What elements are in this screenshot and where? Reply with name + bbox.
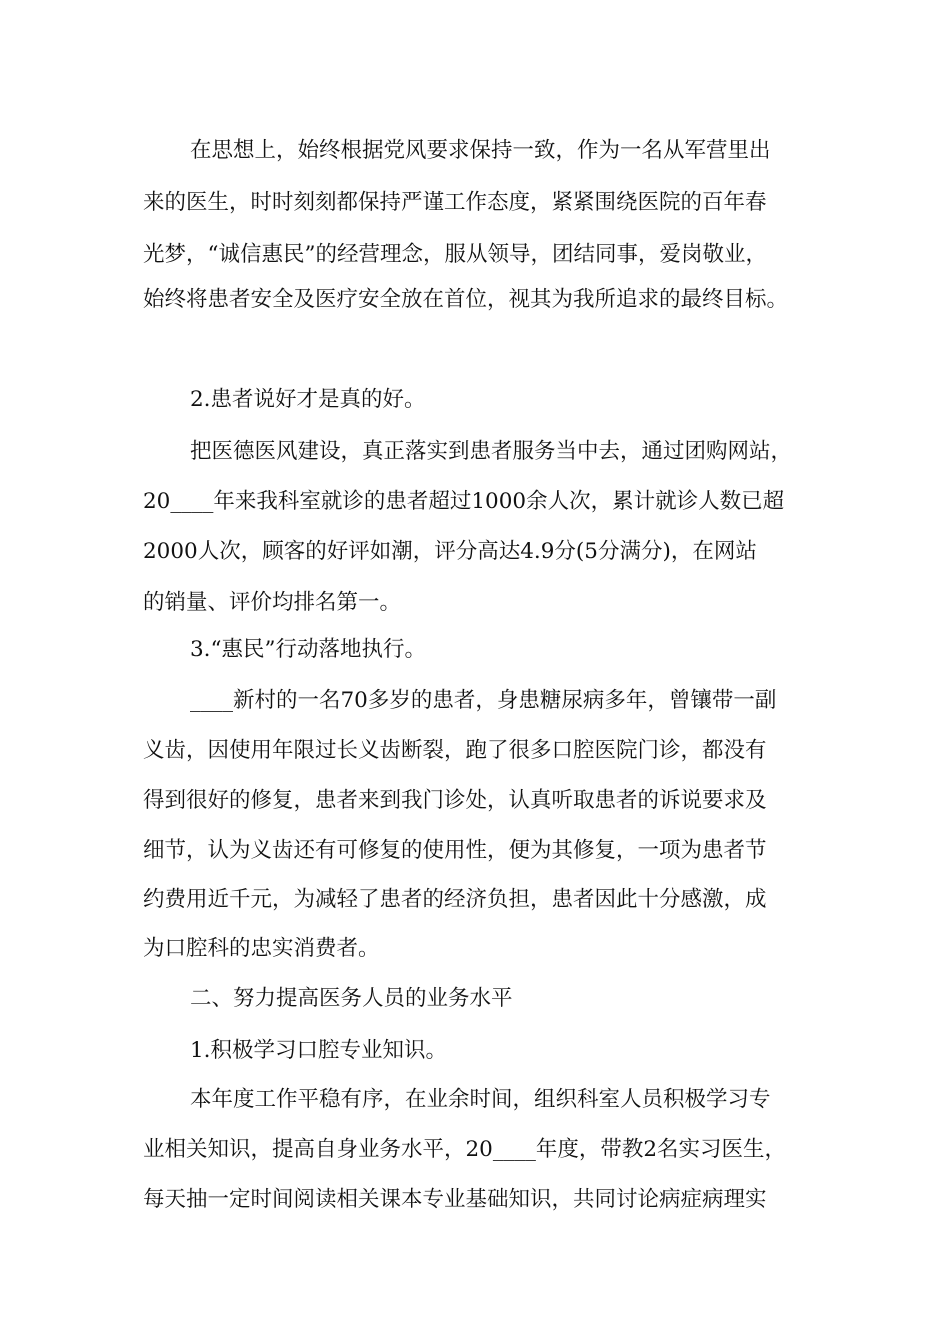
item-heading: 1.积极学习口腔专业知识。: [190, 1038, 448, 1063]
paragraph-line: 得到很好的修复，患者来到我门诊处，认真听取患者的诉说要求及: [143, 788, 767, 813]
paragraph-line: 本年度工作平稳有序，在业余时间，组织科室人员积极学习专: [190, 1087, 771, 1112]
item-heading: 3.“惠民”行动落地执行。: [190, 637, 426, 662]
paragraph-line: ____新村的一名70多岁的患者，身患糖尿病多年，曾镶带一副: [190, 688, 777, 713]
paragraph-line: 的销量、评价均排名第一。: [143, 590, 402, 615]
paragraph-line: 始终将患者安全及医疗安全放在首位，视其为我所追求的最终目标。: [143, 287, 789, 312]
paragraph-line: 来的医生，时时刻刻都保持严谨工作态度，紧紧围绕医院的百年春: [143, 190, 767, 215]
paragraph-line: 光梦，“诚信惠民”的经营理念，服从领导，团结同事，爱岗敬业，: [143, 242, 767, 267]
paragraph-line: 约费用近千元，为减轻了患者的经济负担，患者因此十分感激，成: [143, 887, 767, 912]
paragraph-line: 义齿，因使用年限过长义齿断裂，跑了很多口腔医院门诊，都没有: [143, 738, 767, 763]
paragraph-line: 细节，认为义齿还有可修复的使用性，便为其修复，一项为患者节: [143, 838, 767, 863]
paragraph-line: 业相关知识，提高自身业务水平，20____年度，带教2名实习医生，: [143, 1137, 787, 1162]
paragraph-line: 把医德医风建设，真正落实到患者服务当中去，通过团购网站，: [190, 439, 793, 464]
paragraph-line: 每天抽一定时间阅读相关课本专业基础知识，共同讨论病症病理实: [143, 1187, 767, 1212]
paragraph-line: 20____年来我科室就诊的患者超过1000余人次，累计就诊人数已超: [143, 489, 785, 514]
paragraph-line: 在思想上，始终根据党风要求保持一致，作为一名从军营里出: [190, 138, 771, 163]
paragraph-line: 2000人次，顾客的好评如潮，评分高达4.9分(5分满分)，在网站: [143, 539, 757, 564]
section-heading: 二、努力提高医务人员的业务水平: [190, 986, 513, 1011]
paragraph-line: 为口腔科的忠实消费者。: [143, 936, 380, 961]
item-heading: 2.患者说好才是真的好。: [190, 387, 426, 412]
